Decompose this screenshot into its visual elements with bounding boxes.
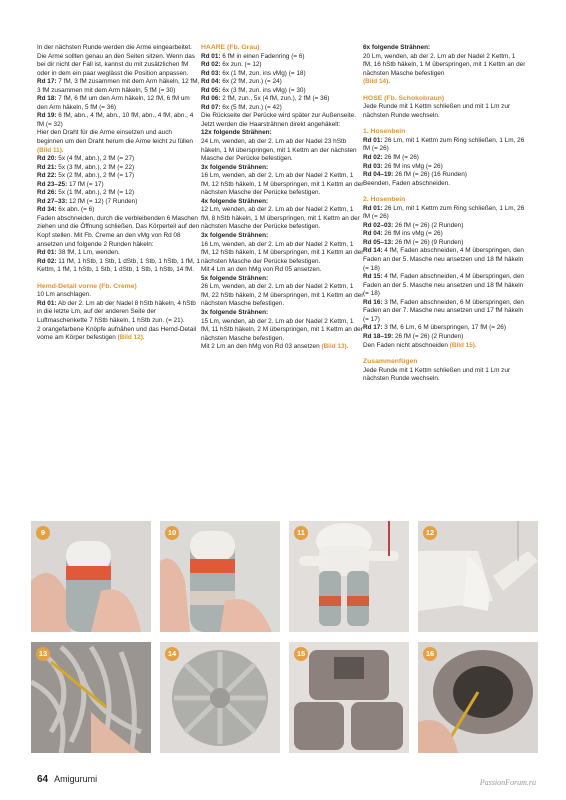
text-column-3 bbox=[363, 44, 526, 384]
text-column-1 bbox=[37, 44, 200, 343]
paragraph-with-reference bbox=[37, 326, 200, 343]
row-text: 2 fM, zun., 5x (4 fM, zun.), 2 fM (= 36) bbox=[220, 95, 330, 103]
instruction-subheading bbox=[201, 129, 364, 138]
row-text: 7 fM, 6 fM um den Arm häkeln, 12 fM, 6 fM um den Arm häkeln, 5 fM (= 36) bbox=[37, 95, 190, 111]
paragraph-end: . bbox=[61, 146, 64, 154]
paragraph-text: 2 orangefarbene Knöpfe aufnähen und das Hemd-Detail vorne am Körper befestigen bbox=[37, 325, 197, 342]
photo-number-15: 15 bbox=[294, 647, 308, 661]
photo-9 bbox=[31, 521, 151, 632]
section-heading: HOSE (Fb. Schokobraun) bbox=[363, 94, 445, 102]
magazine-title: Amigurumi bbox=[54, 774, 98, 784]
paragraph: 26 Lm, wenden, ab der 2. Lm ab der Nadel 2 Kettm, 1 fM, 22 hStb häkeln, 2 M überspringen, mit 1 Kettm an der nächsten Masche befestigen. bbox=[201, 283, 364, 308]
paragraph-text: Mit 2 Lm an den hMg von Rd 03 ansetzen bbox=[201, 343, 322, 351]
leg-photo-illustration bbox=[160, 521, 280, 632]
paragraph-end: . bbox=[388, 78, 390, 86]
paragraph: Die Rückseite der Perücke wird später zur Außenseite. bbox=[201, 112, 356, 120]
paragraph: 24 Lm, wenden, ab der 2. Lm ab der Nadel 23 hStb häkeln, 1 M überspringen, mit 1 Kettm an der nächsten Masche der Perücke befestigen. bbox=[201, 138, 357, 163]
paragraph: 16 Lm, wenden, ab der 2. Lm ab der Nadel 2 Kettm, 1 fM, 12 hStb häkeln, 1 M überspringen, mit 1 Kettm an der nächsten Masche der Perücke befestigen. bbox=[201, 240, 364, 265]
row-text: 6 fM, abn., 4 fM, abn., 10 fM, abn., 4 fM, abn., 4 fM (= 32) bbox=[37, 112, 194, 128]
row-label: Rd 01: bbox=[201, 52, 221, 60]
row-label: Rd 20: bbox=[37, 155, 57, 163]
instruction-row bbox=[37, 258, 200, 275]
paragraph: Mit 4 Lm an den hMg von Rd 05 ansetzen. bbox=[201, 266, 322, 274]
row-text: 26 Lm, mit 1 Kettm zum Ring schließen, 1 Lm, 26 fM (= 26) bbox=[363, 136, 525, 153]
row-label: Rd 18–19: bbox=[363, 332, 394, 340]
instruction-row bbox=[201, 70, 364, 79]
paragraph: Faden abschneiden, durch die verbleibenden 6 Maschen ziehen und die Öffnung schließen. Das Körperteil auf den Kopf stellen. Mit Fb. Creme an den vMg von Rd 08 ansetzen und folgende 2 Runden häkeln: bbox=[37, 214, 200, 248]
photo-15 bbox=[289, 642, 409, 753]
subheading-text: 3x folgende Strähnen: bbox=[201, 232, 269, 240]
paragraph: 10 Lm anschlagen. bbox=[37, 291, 92, 299]
section-heading: Zusammenfügen bbox=[363, 358, 418, 366]
instruction-row bbox=[37, 164, 200, 173]
instruction-row bbox=[37, 95, 200, 112]
section-heading: Hemd-Detail vorne (Fb. Creme) bbox=[37, 282, 137, 290]
photo-16 bbox=[418, 642, 538, 753]
photo-number-9: 9 bbox=[36, 526, 50, 540]
hair-crochet-illustration bbox=[31, 642, 151, 753]
instruction-row bbox=[363, 333, 526, 342]
row-text: 26 fM (= 26) (2 Runden) bbox=[393, 332, 464, 340]
row-label: Rd 01: bbox=[363, 136, 383, 144]
paragraph: Jetzt werden die Haarsträhnen direkt angehäkelt: bbox=[201, 120, 341, 128]
row-text: 7 fM, 3 fM zusammen mit dem Arm häkeln, 12 fM, 3 fM zusammen mit dem Arm häkeln, 5 fM (= 30) bbox=[37, 78, 200, 94]
row-label: Rd 19: bbox=[37, 112, 57, 120]
pants-joining-illustration bbox=[418, 642, 538, 753]
image-reference-line bbox=[363, 78, 526, 87]
photo-13 bbox=[31, 642, 151, 753]
row-label: Rd 04: bbox=[201, 78, 221, 86]
row-text: 17 fM (= 17) bbox=[67, 180, 104, 188]
photo-number-10: 10 bbox=[165, 526, 179, 540]
row-text: 26 fM (= 26) (16 Runden) bbox=[393, 171, 467, 179]
row-label: Rd 03: bbox=[363, 162, 383, 170]
row-text: 4 fM, Faden abschneiden, 4 M überspringen, den Faden an der 5. Masche neu ansetzen und 18 fM häkeln (= 18) bbox=[363, 247, 524, 272]
photo-number-13: 13 bbox=[36, 647, 50, 661]
image-reference: (Bild 13) bbox=[321, 343, 347, 351]
row-label: Rd 34: bbox=[37, 206, 57, 214]
leg-photo-illustration bbox=[31, 521, 151, 632]
paragraph-text: Den Faden nicht abschneiden bbox=[363, 341, 450, 349]
instruction-row bbox=[201, 95, 364, 104]
instruction-row bbox=[201, 78, 364, 87]
spacer bbox=[363, 350, 526, 358]
instruction-row bbox=[37, 206, 200, 215]
subheading-text: 4x folgende Strähnen: bbox=[201, 197, 269, 205]
instruction-subheading bbox=[363, 44, 526, 53]
section-heading: 2. Hosenbein bbox=[363, 196, 406, 204]
instruction-row bbox=[201, 53, 364, 62]
instruction-row bbox=[37, 78, 200, 95]
row-text: 11 fM, 1 hStb, 1 Stb, 1 dStb, 1 Stb, 1 hStb, 1 fM, 1 Kettm, 1 fM, 1 hStb, 1 Stb, 1 dStb, 1 Stb, 1 hStb, 14 fM. bbox=[37, 257, 200, 274]
instruction-row bbox=[363, 247, 526, 273]
subheading-text: 5x folgende Strähnen: bbox=[201, 274, 269, 282]
instruction-row bbox=[363, 299, 526, 325]
section-heading: HAARE (Fb. Grau) bbox=[201, 44, 260, 51]
row-label: Rd 07: bbox=[201, 103, 221, 111]
row-label: Rd 17: bbox=[363, 324, 383, 332]
spacer bbox=[363, 188, 526, 196]
paragraph-with-reference bbox=[363, 342, 526, 351]
paragraph: 12 Lm, wenden, ab der 2. Lm ab der Nadel 2 Kettm, 1 fM, 8 hStb häkeln, 1 M überspringen, mit 1 Kettm an der nächsten Masche der Perücke befestigen. bbox=[201, 206, 360, 231]
row-label: Rd 14: bbox=[363, 247, 383, 255]
row-text: 26 fM (= 26) (9 Runden) bbox=[393, 238, 464, 246]
row-label: Rd 02–03: bbox=[363, 221, 394, 229]
row-text: 3 fM, Faden abschneiden, 6 M überspringen, den Faden an der 7. Masche neu ansetzen und 17 fM häkeln (= 17) bbox=[363, 298, 524, 323]
instruction-row bbox=[37, 198, 200, 207]
row-text: 6x zun. (= 12) bbox=[220, 61, 262, 69]
instruction-subheading bbox=[201, 309, 364, 318]
paragraph-text: Hier den Draht für die Arme einsetzen und auch beginnen um den Draht herum die Arme leicht zu füllen bbox=[37, 129, 193, 146]
row-text: 6x (5 fM, zun.) (= 42) bbox=[220, 103, 282, 111]
instruction-row bbox=[363, 239, 526, 248]
paragraph-end: . bbox=[346, 343, 349, 351]
row-label: Rd 21: bbox=[37, 163, 57, 171]
row-label: Rd 05: bbox=[201, 86, 221, 94]
row-text: 38 fM, 1 Lm, wenden. bbox=[56, 249, 120, 257]
paragraph: In der nächsten Runde werden die Arme eingearbeitet. bbox=[37, 44, 192, 51]
row-label: Rd 02: bbox=[201, 61, 221, 69]
row-text: 6x (1 fM, zun. ins vMg) (= 18) bbox=[220, 69, 306, 77]
subheading-text: 6x folgende Strähnen: bbox=[363, 44, 431, 51]
row-label: Rd 02: bbox=[363, 154, 383, 162]
body-photo-illustration bbox=[289, 521, 409, 632]
row-label: Rd 01: bbox=[37, 249, 57, 257]
row-text: 26 fM (= 26) bbox=[382, 154, 419, 162]
spacer bbox=[363, 87, 526, 95]
watermark: PassionForum.ru bbox=[479, 778, 536, 787]
row-text: 5x (3 fM, abn.), 2 fM (= 22) bbox=[56, 163, 135, 171]
row-label: Rd 26: bbox=[37, 189, 57, 197]
instruction-row bbox=[37, 300, 200, 326]
row-text: 6x abn. (= 6) bbox=[56, 206, 95, 214]
paragraph-end: . bbox=[142, 334, 145, 342]
subheading-text: 12x folgende Strähnen: bbox=[201, 129, 272, 137]
photo-number-11: 11 bbox=[294, 526, 308, 540]
row-text: Ab der 2. Lm ab der Nadel 8 hStb häkeln, 4 hStb in die letzte Lm, auf der anderen Seite der Luftmaschenkette 7 hStb häkeln, 1 hStb zun. (= 21). bbox=[37, 299, 196, 324]
photo-12 bbox=[418, 521, 538, 632]
row-text: 6x (3 fM, zun. ins vMg) (= 30) bbox=[220, 86, 306, 94]
row-label: Rd 15: bbox=[363, 273, 383, 281]
row-label: Rd 02: bbox=[37, 257, 57, 265]
paragraph: 16 Lm, wenden, ab der 2. Lm ab der Nadel 2 Kettm, 1 fM, 12 hStb häkeln, 1 M überspringen, mit 1 Kettm an der nächsten Masche der Perücke befestigen. bbox=[201, 172, 364, 197]
spacer bbox=[37, 275, 200, 283]
row-text: 3 fM, 6 Lm, 6 M überspringen, 17 fM (= 26) bbox=[382, 324, 506, 332]
photo-number-16: 16 bbox=[423, 647, 437, 661]
instruction-row bbox=[363, 205, 526, 222]
row-label: Rd 16: bbox=[363, 298, 383, 306]
row-text: 26 fM ins vMg (= 26) bbox=[382, 230, 443, 238]
image-reference: (Bild 12) bbox=[117, 334, 143, 342]
paragraph: Jede Runde mit 1 Kettm schließen und mit 1 Lm zur nächsten Runde wechseln. bbox=[363, 103, 511, 119]
paragraph-with-reference bbox=[37, 129, 200, 155]
shirt-detail-illustration bbox=[418, 521, 538, 632]
photo-10 bbox=[160, 521, 280, 632]
photo-number-12: 12 bbox=[423, 526, 437, 540]
instruction-row bbox=[363, 163, 526, 172]
row-label: Rd 17: bbox=[37, 78, 57, 86]
instruction-row bbox=[201, 104, 364, 113]
photo-14 bbox=[160, 642, 280, 753]
page-number: 64 bbox=[37, 774, 49, 785]
row-text: 5x (1 fM, abn.), 2 fM (= 12) bbox=[56, 189, 135, 197]
instruction-row bbox=[363, 137, 526, 154]
hair-wig-illustration bbox=[160, 642, 280, 753]
paragraph: 15 Lm, wenden, ab der 2. Lm ab der Nadel 2 Kettm, 1 fM, 11 hStb häkeln, 2 M überspringen, mit 1 Kettm an der nächsten Masche befestigen. bbox=[201, 317, 363, 342]
instruction-subheading bbox=[201, 232, 364, 241]
photo-number-14: 14 bbox=[165, 647, 179, 661]
instruction-row bbox=[363, 222, 526, 231]
instruction-row bbox=[37, 189, 200, 198]
row-label: Rd 06: bbox=[201, 95, 221, 103]
text-column-2 bbox=[201, 44, 364, 352]
subheading-text: 3x folgende Strähnen: bbox=[201, 163, 269, 171]
subheading-text: 3x folgende Strähnen: bbox=[201, 308, 269, 316]
row-text: 5x (4 fM, abn.), 2 fM (= 27) bbox=[56, 155, 135, 163]
pants-illustration bbox=[289, 642, 409, 753]
instruction-row bbox=[363, 230, 526, 239]
instruction-row bbox=[37, 249, 200, 258]
instruction-row bbox=[37, 181, 200, 190]
image-reference: (Bild 15) bbox=[449, 341, 475, 349]
row-label: Rd 05–13: bbox=[363, 238, 394, 246]
row-label: Rd 04–19: bbox=[363, 171, 394, 179]
row-text: 12 fM (= 12) (7 Runden) bbox=[67, 197, 138, 205]
row-label: Rd 03: bbox=[201, 69, 221, 77]
row-label: Rd 18: bbox=[37, 95, 57, 103]
instruction-subheading bbox=[201, 198, 364, 207]
instruction-row bbox=[363, 324, 526, 333]
spacer bbox=[363, 120, 526, 128]
row-label: Rd 01: bbox=[37, 299, 57, 307]
paragraph-with-reference bbox=[201, 343, 364, 352]
paragraph-end: . bbox=[474, 341, 477, 349]
instruction-row bbox=[201, 61, 364, 70]
photo-11 bbox=[289, 521, 409, 632]
instruction-row bbox=[37, 172, 200, 181]
paragraph: Jede Runde mit 1 Kettm schließen und mit 1 Lm zur nächsten Runde wechseln. bbox=[363, 366, 511, 383]
row-label: Rd 04: bbox=[363, 230, 383, 238]
section-heading: 1. Hosenbein bbox=[363, 128, 406, 136]
page-footer bbox=[37, 774, 97, 785]
image-reference: (Bild 11) bbox=[37, 146, 62, 154]
paragraph: 20 Lm, wenden, ab der 2. Lm ab der Nadel 2 Kettm, 1 fM, 16 hStb häkeln, 1 M überspringen, mit 1 Kettm an der nächsten Masche befestigen bbox=[363, 52, 526, 77]
paragraph: Beenden, Faden abschneiden. bbox=[363, 179, 451, 187]
instruction-subheading bbox=[201, 275, 364, 284]
row-text: 4 fM, Faden abschneiden, 4 M überspringen, den Faden an der 5. Masche neu ansetzen und 18 fM häkeln (= 18) bbox=[363, 273, 524, 298]
instruction-row bbox=[363, 171, 526, 180]
paragraph: Die Arme sollten genau an den Seiten sitzen. Wenn das bei dir nicht der Fall ist, kannst du mit zusätzlichen fM oder in dem ein paar weglässt die Position anpassen. bbox=[37, 52, 195, 77]
row-label: Rd 01: bbox=[363, 204, 383, 212]
instruction-row bbox=[363, 154, 526, 163]
instruction-row bbox=[37, 112, 200, 129]
image-reference: (Bild 14) bbox=[363, 78, 389, 86]
row-label: Rd 23–25: bbox=[37, 180, 68, 188]
instruction-row bbox=[201, 87, 364, 96]
row-label: Rd 22: bbox=[37, 172, 57, 180]
row-text: 5x (2 fM, abn.), 2 fM (= 17) bbox=[56, 172, 135, 180]
photo-grid bbox=[31, 521, 539, 753]
instruction-row bbox=[37, 155, 200, 164]
instruction-subheading bbox=[201, 164, 364, 173]
row-text: 26 fM (= 26) (2 Runden) bbox=[393, 221, 464, 229]
row-text: 26 Lm, mit 1 Kettm zum Ring schließen, 1 Lm, 26 fM (= 26) bbox=[363, 204, 525, 221]
row-text: 6 fM in einen Fadenring (= 6) bbox=[220, 52, 305, 60]
instruction-row bbox=[363, 273, 526, 299]
row-text: 26 fM ins vMg (= 26) bbox=[382, 162, 443, 170]
row-text: 6x (2 fM, zun.) (= 24) bbox=[220, 78, 282, 86]
row-label: Rd 27–33: bbox=[37, 197, 68, 205]
